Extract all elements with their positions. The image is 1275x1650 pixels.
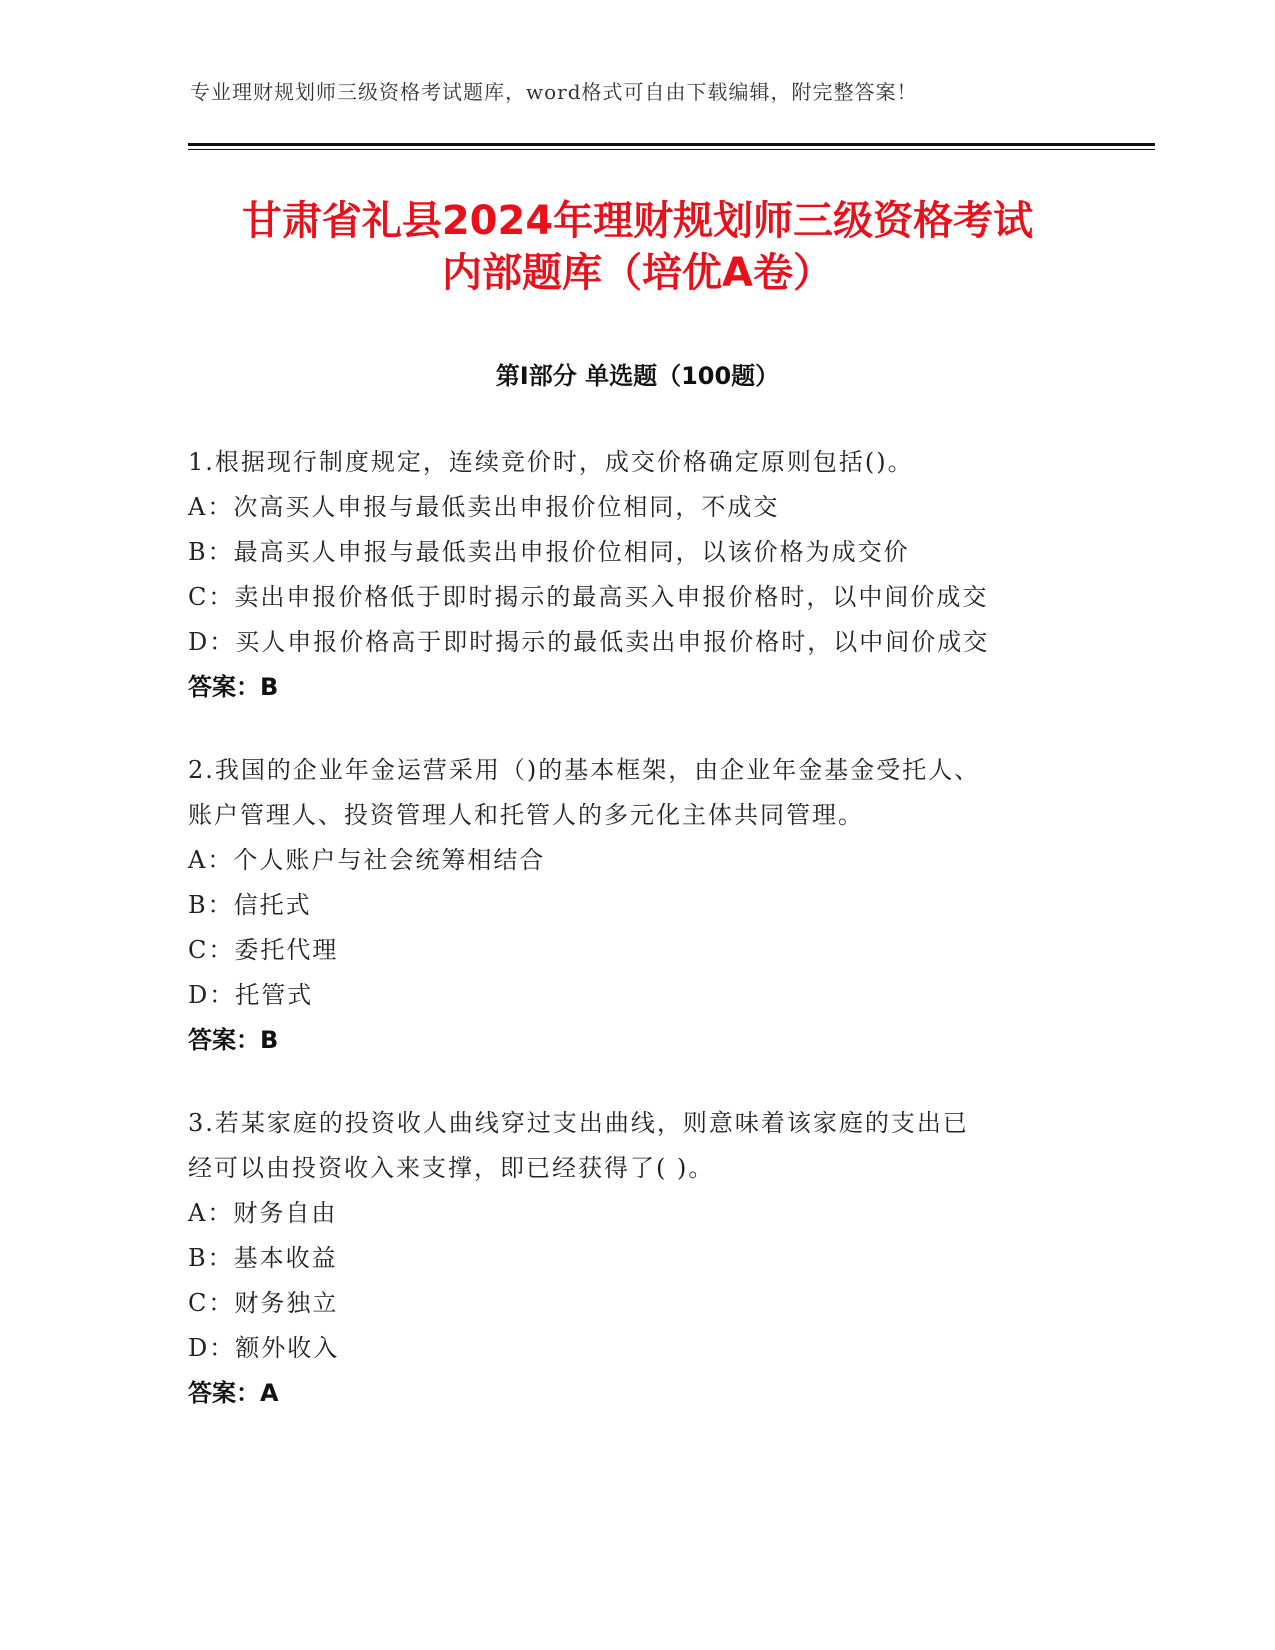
option-d: D：额外收入 <box>188 1334 340 1362</box>
answer: 答案：B <box>188 673 279 701</box>
answer: 答案：B <box>188 1026 279 1054</box>
option-d: D：托管式 <box>188 981 314 1009</box>
header-rule-thick <box>188 143 1155 146</box>
question-text: 3.若某家庭的投资收人曲线穿过支出曲线，则意味着该家庭的支出已 <box>188 1109 969 1137</box>
option-b: B：信托式 <box>188 891 312 919</box>
option-c: C：卖出申报价格低于即时揭示的最高买入申报价格时，以中间价成交 <box>188 583 989 611</box>
option-c: C：财务独立 <box>188 1289 339 1317</box>
title-line-1: 甘肃省礼县2024年理财规划师三级资格考试 <box>241 198 1034 244</box>
option-d: D：买人申报价格高于即时揭示的最低卖出申报价格时，以中间价成交 <box>188 628 990 656</box>
option-a: A：财务自由 <box>188 1199 338 1227</box>
question-2 <box>188 748 1088 1063</box>
option-c: C：委托代理 <box>188 936 339 964</box>
answer: 答案：A <box>188 1379 279 1407</box>
option-b: B：基本收益 <box>188 1244 338 1272</box>
option-a: A：次高买人申报与最低卖出申报价位相同，不成交 <box>188 493 780 521</box>
question-text: 经可以由投资收入来支撑，即已经获得了( )。 <box>188 1154 715 1182</box>
question-text: 1.根据现行制度规定，连续竞价时，成交价格确定原则包括()。 <box>188 448 914 476</box>
title-line-2: 内部题库（培优A卷） <box>442 250 833 296</box>
section-heading: 第Ⅰ部分 单选题（100题） <box>495 362 780 390</box>
option-b: B：最高买人申报与最低卖出申报价位相同，以该价格为成交价 <box>188 538 910 566</box>
question-3 <box>188 1101 1088 1416</box>
question-list <box>188 440 1088 1454</box>
header-note: 专业理财规划师三级资格考试题库，word格式可自由下载编辑，附完整答案！ <box>190 80 918 104</box>
header-rule-thin <box>188 149 1155 150</box>
question-1 <box>188 440 1088 710</box>
option-a: A：个人账户与社会统筹相结合 <box>188 846 546 874</box>
question-text: 账户管理人、投资管理人和托管人的多元化主体共同管理。 <box>188 801 864 829</box>
question-text: 2.我国的企业年金运营采用（)的基本框架，由企业年金基金受托人、 <box>188 756 981 784</box>
document-title <box>150 195 1125 299</box>
